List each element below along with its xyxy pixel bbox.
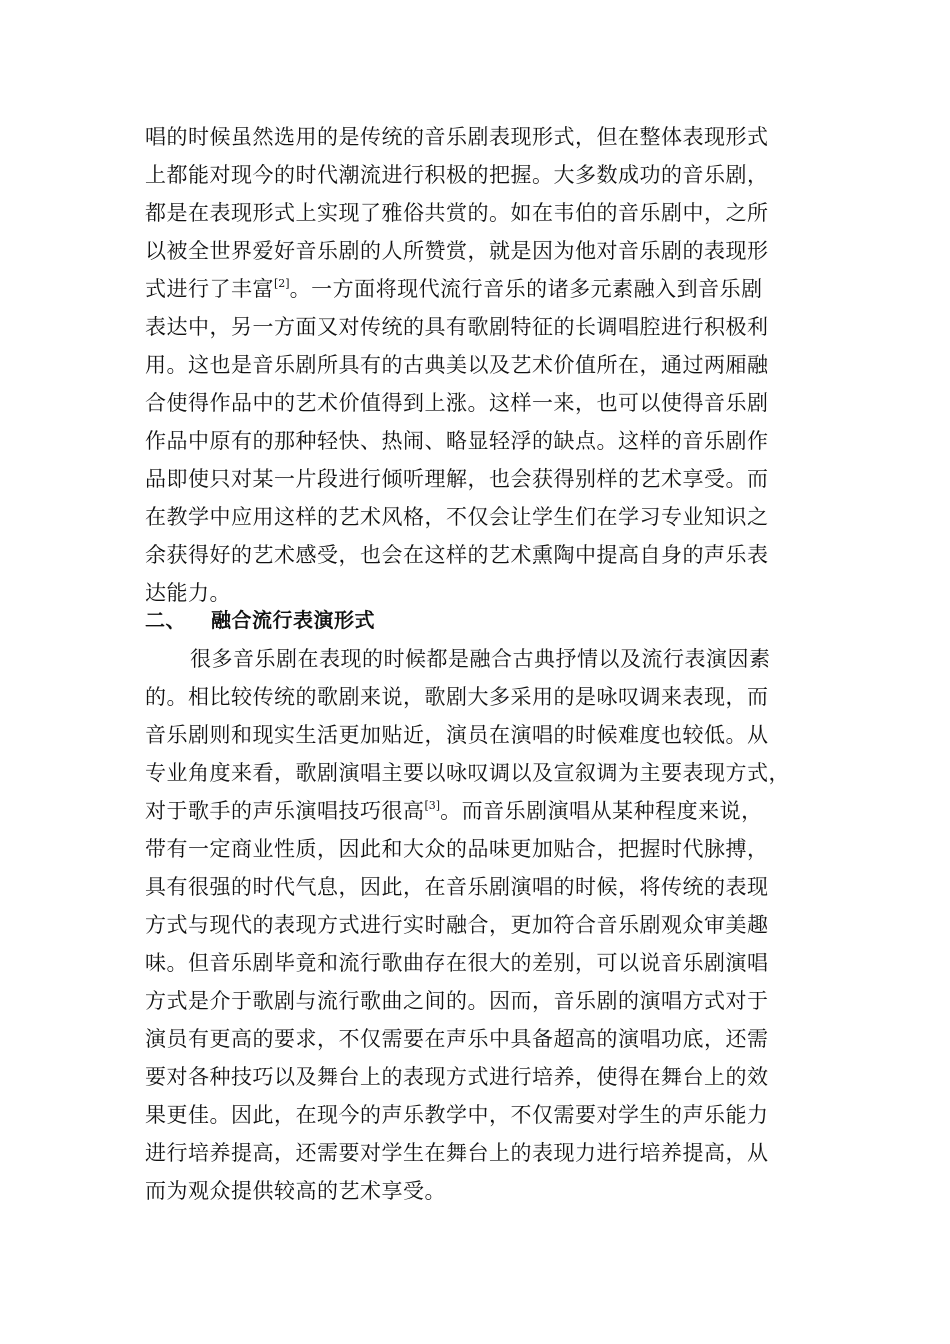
text-line: 具有很强的时代气息，因此，在音乐剧演唱的时候，将传统的表现	[145, 875, 769, 899]
text-line-with-citation	[145, 270, 825, 308]
text-segment: 。一方面将现代流行音乐的诸多元素融入到音乐剧	[289, 277, 763, 301]
text-line: 以被全世界爱好音乐剧的人所赞赏，就是因为他对音乐剧的表现形	[145, 239, 769, 263]
text-line: 用。这也是音乐剧所具有的古典美以及艺术价值所在，通过两厢融	[145, 353, 769, 377]
section-title: 融合流行表演形式	[211, 608, 375, 632]
citation-marker: [2]	[274, 277, 290, 290]
text-line: 而为观众提供较高的艺术享受。	[145, 1179, 446, 1203]
text-line: 在教学中应用这样的艺术风格，不仅会让学生们在学习专业知识之	[145, 505, 769, 529]
text-line: 方式是介于歌剧与流行歌曲之间的。因而，音乐剧的演唱方式对于	[145, 989, 769, 1013]
text-line: 方式与现代的表现方式进行实时融合，更加符合音乐剧观众审美趣	[145, 913, 769, 937]
paragraph-section-2	[145, 640, 825, 1210]
paragraph-continuation	[145, 118, 825, 612]
text-line: 达能力。	[145, 581, 231, 605]
text-line: 味。但音乐剧毕竟和流行歌曲存在很大的差别，可以说音乐剧演唱	[145, 951, 769, 975]
text-segment: 对于歌手的声乐演唱技巧很高	[145, 799, 425, 823]
text-line: 都是在表现形式上实现了雅俗共赏的。如在韦伯的音乐剧中，之所	[145, 201, 769, 225]
text-line: 演员有更高的要求，不仅需要在声乐中具备超高的演唱功底，还需	[145, 1027, 769, 1051]
text-line: 上都能对现今的时代潮流进行积极的把握。大多数成功的音乐剧，	[145, 163, 769, 187]
text-line: 专业角度来看，歌剧演唱主要以咏叹调以及宣叙调为主要表现方式，	[145, 761, 790, 785]
text-line: 很多音乐剧在表现的时候都是融合古典抒情以及流行表演因素	[190, 647, 771, 671]
text-line: 合使得作品中的艺术价值得到上涨。这样一来，也可以使得音乐剧	[145, 391, 769, 415]
text-line: 的。相比较传统的歌剧来说，歌剧大多采用的是咏叹调来表现，而	[145, 685, 769, 709]
text-line: 表达中，另一方面又对传统的具有歌剧特征的长调唱腔进行积极利	[145, 315, 769, 339]
text-line: 音乐剧则和现实生活更加贴近，演员在演唱的时候难度也较低。从	[145, 723, 769, 747]
text-line: 带有一定商业性质，因此和大众的品味更加贴合，把握时代脉搏，	[145, 837, 769, 861]
text-line: 果更佳。因此，在现今的声乐教学中，不仅需要对学生的声乐能力	[145, 1103, 769, 1127]
text-segment: 。而音乐剧演唱从某种程度来说，	[440, 799, 763, 823]
text-line-with-citation	[145, 792, 825, 830]
text-line: 作品中原有的那种轻快、热闹、略显轻浮的缺点。这样的音乐剧作	[145, 429, 769, 453]
section-heading	[145, 601, 825, 639]
text-line: 唱的时候虽然选用的是传统的音乐剧表现形式，但在整体表现形式	[145, 125, 769, 149]
text-line: 品即使只对某一片段进行倾听理解，也会获得别样的艺术享受。而	[145, 467, 769, 491]
citation-marker: [3]	[424, 799, 441, 812]
text-segment: 式进行了丰富	[145, 277, 274, 301]
section-number: 二、	[145, 608, 186, 632]
text-line: 余获得好的艺术感受，也会在这样的艺术熏陶中提高自身的声乐表	[145, 543, 769, 567]
text-line: 要对各种技巧以及舞台上的表现方式进行培养，使得在舞台上的效	[145, 1065, 769, 1089]
text-line: 进行培养提高，还需要对学生在舞台上的表现力进行培养提高，从	[145, 1141, 769, 1165]
